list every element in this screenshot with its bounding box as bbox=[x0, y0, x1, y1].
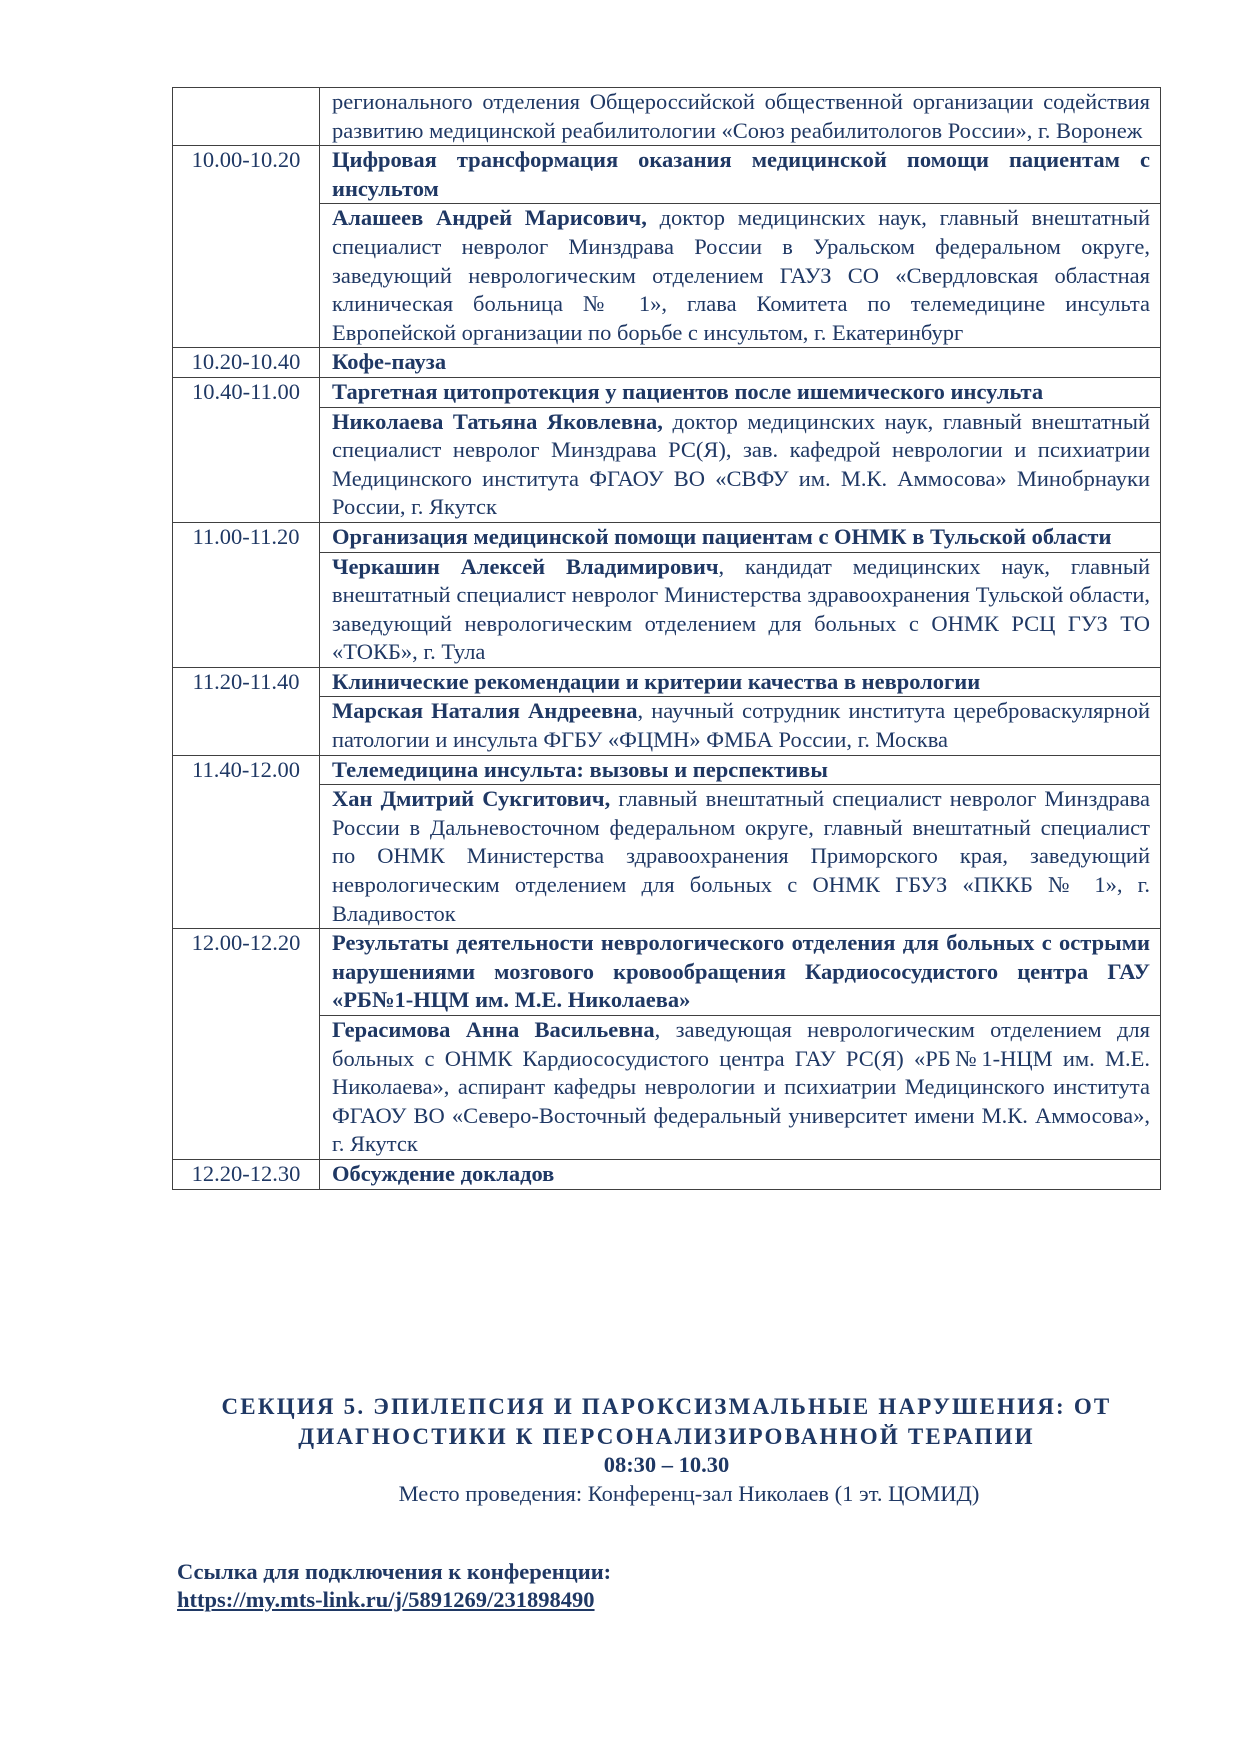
session-speaker-row bbox=[173, 697, 1161, 755]
section-title-line: СЕКЦИЯ 5. ЭПИЛЕПСИЯ И ПАРОКСИЗМАЛЬНЫЕ НАРУШЕНИЯ: ОТ bbox=[221, 1394, 1112, 1419]
speaker-details: доктор медицинских наук, главный внештатный специалист невролог Минздрава РС(Я), зав. кафедрой неврологии и психиатрии Медицинского института ФГАОУ ВО «СВФУ им. М.К. Аммосова» Минобрнауки России, г. Якутск bbox=[332, 408, 1151, 520]
session-time: 11.20-11.40 bbox=[173, 667, 320, 755]
speaker-details: доктор медицинских наук, главный внештатный специалист невролог Минздрава России в Уральском федеральном округе, заведующий неврологическим отделением ГАУЗ СО «Свердловская областная клиническая больница № 1», глава Комитета по телемедицине инсульта Европейской организации по борьбе с инсультом, г. Екатеринбург bbox=[332, 205, 1151, 345]
speaker-name: Герасимова Анна Васильевна bbox=[332, 1017, 655, 1042]
session-title-row bbox=[173, 146, 1161, 204]
session-time: 11.40-12.00 bbox=[173, 755, 320, 929]
session-speaker-cell bbox=[320, 204, 1161, 348]
session-title: Организация медицинской помощи пациентам с ОНМК в Тульской области bbox=[320, 522, 1161, 552]
session-title: Кофе-пауза bbox=[320, 348, 1161, 378]
session-speaker-cell bbox=[320, 1016, 1161, 1160]
session-speaker-cell bbox=[320, 552, 1161, 667]
session-speaker-row bbox=[173, 204, 1161, 348]
session-time: 10.20-10.40 bbox=[173, 348, 320, 378]
continuation-text: регионального отделения Общероссийской общественной организации содействия развитию медицинской реабилитологии «Союз реабилитологов России», г. Воронеж bbox=[320, 88, 1161, 146]
session-title: Клинические рекомендации и критерии качества в неврологии bbox=[320, 667, 1161, 697]
speaker-details: , заведующая неврологическим отделением для больных с ОНМК Кардиососудистого центра ГАУ РС(Я) «РБ№1-НЦМ им. М.Е. Николаева», аспирант кафедры неврологии и психиатрии Медицинского института ФГАОУ ВО «Северо-Восточный федеральный университет имени М.К. Аммосова», г. Якутск bbox=[332, 1017, 1150, 1157]
session-speaker-cell bbox=[320, 407, 1161, 522]
session-title: Телемедицина инсульта: вызовы и перспективы bbox=[320, 755, 1161, 785]
session-title-row bbox=[173, 755, 1161, 785]
session-speaker-row bbox=[173, 552, 1161, 667]
session-speaker-row bbox=[173, 407, 1161, 522]
table-row bbox=[173, 88, 1161, 146]
session-time: 11.00-11.20 bbox=[173, 522, 320, 667]
session-title: Результаты деятельности неврологического отделения для больных с острыми нарушениями мозгового кровообращения Кардиососудистого центра ГАУ «РБ№1-НЦМ им. М.Е. Николаева» bbox=[320, 929, 1161, 1016]
session-title-row bbox=[173, 929, 1161, 1016]
section-title bbox=[172, 1392, 1161, 1452]
session-title-row bbox=[173, 522, 1161, 552]
section-venue: Место проведения: Конференц-зал Николаев (1 эт. ЦОМИД) bbox=[398, 1481, 980, 1506]
session-time: 10.00-10.20 bbox=[173, 146, 320, 348]
speaker-name: Николаева Татьяна Яковлевна, bbox=[332, 408, 663, 434]
program-table bbox=[172, 87, 1161, 1190]
session-speaker-row bbox=[173, 785, 1161, 929]
session-title: Таргетная цитопротекция у пациентов после ишемического инсульта bbox=[320, 377, 1161, 407]
speaker-name: Алашеев Андрей Марисович, bbox=[332, 205, 647, 231]
section-time: 08:30 – 10.30 bbox=[603, 1452, 730, 1477]
time-cell bbox=[173, 88, 320, 146]
session-speaker-cell bbox=[320, 785, 1161, 929]
session-time: 12.20-12.30 bbox=[173, 1159, 320, 1189]
session-title: Обсуждение докладов bbox=[320, 1159, 1161, 1189]
session-speaker-row bbox=[173, 1016, 1161, 1160]
session-speaker-cell bbox=[320, 697, 1161, 755]
speaker-details: , научный сотрудник института цереброваскулярной патологии и инсульта ФГБУ «ФЦМН» ФМБА России, г. Москва bbox=[332, 698, 1150, 753]
session-title-row bbox=[173, 348, 1161, 378]
speaker-name: Марская Наталия Андреевна bbox=[332, 698, 638, 724]
session-title-row bbox=[173, 377, 1161, 407]
session-title-row bbox=[173, 667, 1161, 697]
conference-link[interactable]: https://my.mts-link.ru/j/5891269/231898490 bbox=[177, 1587, 595, 1612]
speaker-details: , кандидат медицинских наук, главный внештатный специалист невролог Министерства здравоохранения Тульской области, заведующий неврологическим отделением для больных с ОНМК РСЦ ГУЗ ТО «ТОКБ», г. Тула bbox=[332, 553, 1150, 665]
conference-link-label: Ссылка для подключения к конференции: bbox=[177, 1559, 612, 1584]
session-title: Цифровая трансформация оказания медицинской помощи пациентам с инсультом bbox=[320, 146, 1161, 204]
speaker-details: главный внештатный специалист невролог Минздрава России в Дальневосточном федеральном округе, главный внештатный специалист по ОНМК Министерства здравоохранения Приморского края, заведующий неврологическим отделением для больных с ОНМК ГБУЗ «ПККБ № 1», г. Владивосток bbox=[332, 786, 1150, 926]
session-title-row bbox=[173, 1159, 1161, 1189]
session-time: 10.40-11.00 bbox=[173, 377, 320, 522]
section-title-line: ДИАГНОСТИКИ К ПЕРСОНАЛИЗИРОВАННОЙ ТЕРАПИИ bbox=[298, 1424, 1035, 1449]
speaker-name: Хан Дмитрий Сукгитович, bbox=[332, 786, 611, 812]
speaker-name: Черкашин Алексей Владимирович bbox=[332, 553, 719, 579]
session-time: 12.00-12.20 bbox=[173, 929, 320, 1160]
